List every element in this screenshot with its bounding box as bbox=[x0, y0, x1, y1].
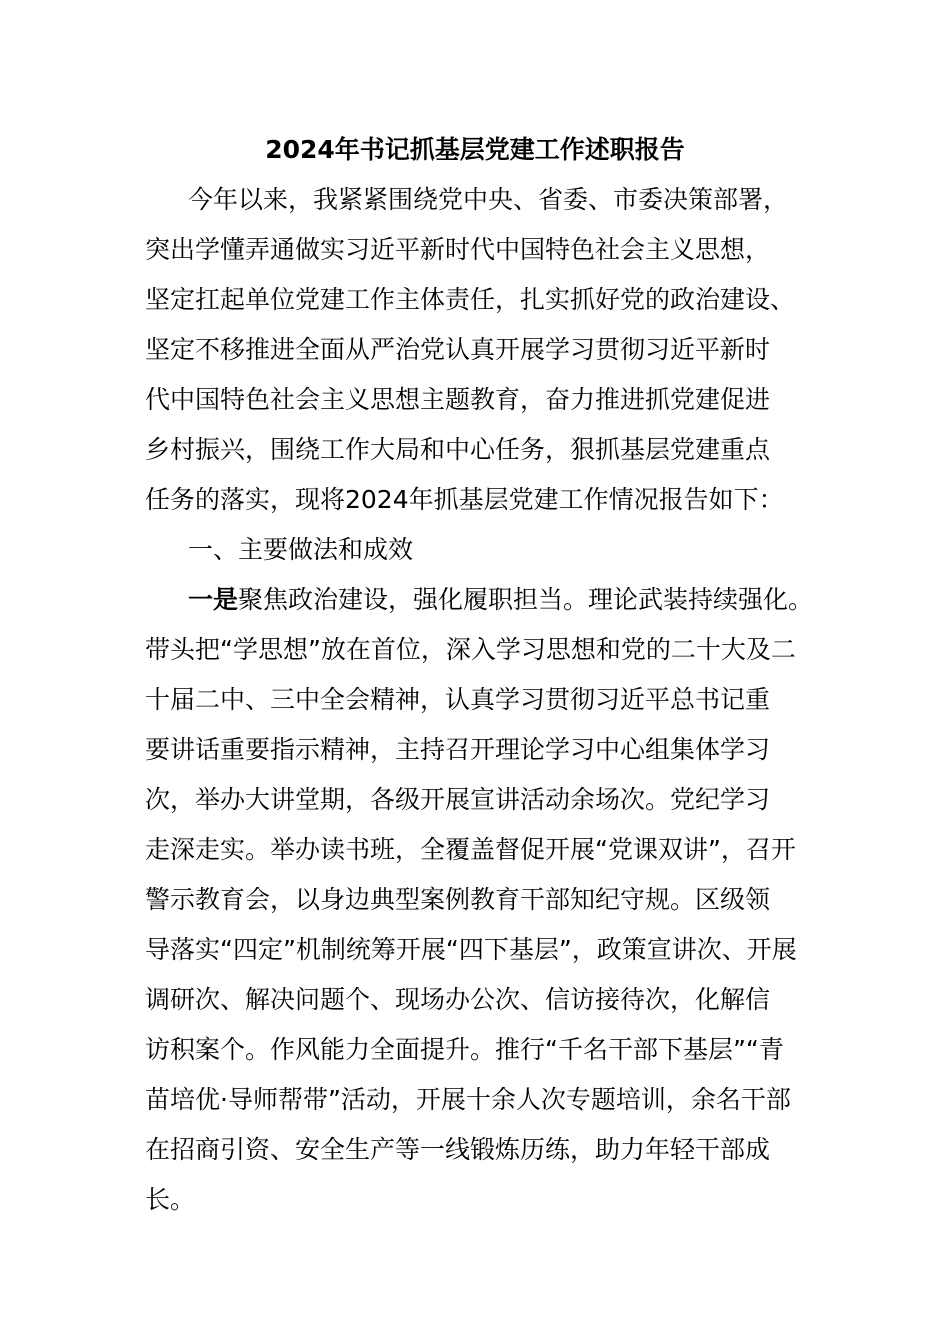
paragraph-line: 苗培优·导师帮带”活动，开展十余人次专题培训，余名干部 bbox=[145, 1085, 791, 1114]
paragraph-line: 乡村振兴，围绕工作大局和中心任务，狠抓基层党建重点 bbox=[145, 435, 771, 464]
paragraph-line: 代中国特色社会主义思想主题教育，奋力推进抓党建促进 bbox=[145, 385, 771, 414]
paragraph-line: 坚定扛起单位党建工作主体责任，扎实抓好党的政治建设、 bbox=[145, 285, 796, 314]
paragraph-line: 今年以来，我紧紧围绕党中央、省委、市委决策部署， bbox=[188, 185, 789, 214]
item-first-text: 聚焦政治建设，强化履职担当。理论武装持续强化。 bbox=[238, 585, 814, 614]
paragraph-line: 坚定不移推进全面从严治党认真开展学习贯彻习近平新时 bbox=[145, 335, 771, 364]
paragraph-line: 长。 bbox=[145, 1185, 196, 1214]
paragraph-line: 在招商引资、安全生产等一线锻炼历练，助力年轻干部成 bbox=[145, 1135, 771, 1164]
item-lead: 一是 bbox=[188, 585, 239, 614]
document-title: 2024年书记抓基层党建工作述职报告 bbox=[265, 135, 685, 164]
paragraph-line: 任务的落实，现将2024年抓基层党建工作情况报告如下： bbox=[145, 485, 784, 514]
paragraph-line: 走深走实。举办读书班，全覆盖督促开展“党课双讲”，召开 bbox=[145, 835, 796, 864]
paragraph-line: 带头把“学思想”放在首位，深入学习思想和党的二十大及二 bbox=[145, 635, 796, 664]
paragraph-line: 次，举办大讲堂期，各级开展宣讲活动余场次。党纪学习 bbox=[145, 785, 771, 814]
paragraph-line: 访积案个。作风能力全面提升。推行“千名干部下基层”“青 bbox=[145, 1035, 784, 1064]
paragraph-line: 导落实“四定”机制统筹开展“四下基层”，政策宣讲次、开展 bbox=[145, 935, 797, 964]
paragraph-line: 警示教育会，以身边典型案例教育干部知纪守规。区级领 bbox=[145, 885, 771, 914]
section-heading: 一、主要做法和成效 bbox=[188, 535, 414, 564]
paragraph-line: 突出学懂弄通做实习近平新时代中国特色社会主义思想， bbox=[145, 235, 771, 264]
paragraph-line: 调研次、解决问题个、现场办公次、信访接待次，化解信 bbox=[145, 985, 771, 1014]
paragraph-line: 要讲话重要指示精神，主持召开理论学习中心组集体学习 bbox=[145, 735, 771, 764]
paragraph-line: 十届二中、三中全会精神，认真学习贯彻习近平总书记重 bbox=[145, 685, 771, 714]
item-first-line bbox=[188, 580, 813, 620]
